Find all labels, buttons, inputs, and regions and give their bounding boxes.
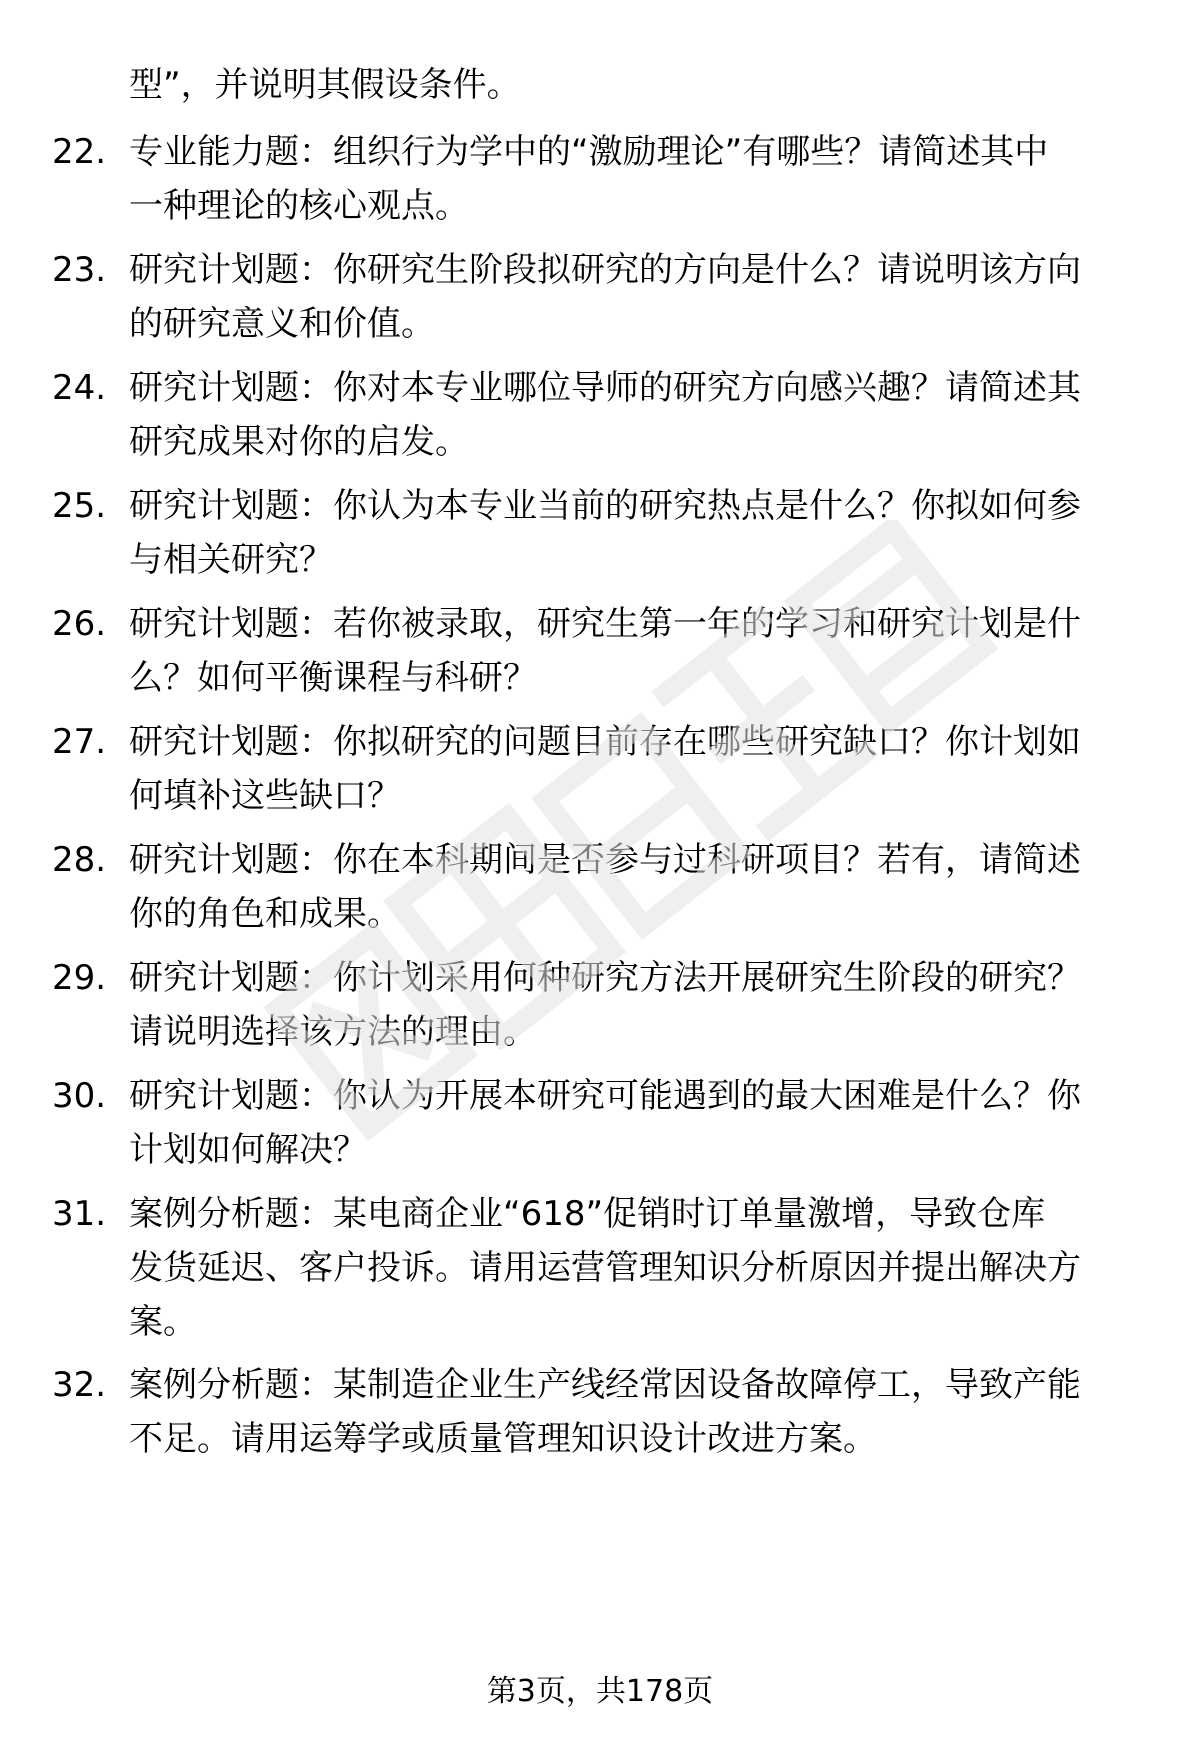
- question-line: 研究计划题：你认为本专业当前的研究热点是什么？你拟如何参: [129, 486, 1081, 526]
- question-line: 发货延迟、客户投诉。请用运营管理知识分析原因并提出解决方: [129, 1248, 1081, 1288]
- question-line: 案例分析题：某电商企业“618”促销时订单量激增，导致仓库: [129, 1194, 1046, 1234]
- question-number: 25.: [52, 486, 107, 526]
- question-text: [129, 951, 1139, 1059]
- question-number: 32.: [52, 1365, 107, 1405]
- question-line: 案。: [129, 1302, 197, 1342]
- question-text: [129, 125, 1139, 233]
- question-number: 29.: [52, 958, 107, 998]
- question-text: [129, 361, 1139, 469]
- question-text: [129, 1187, 1139, 1349]
- question-number: 30.: [52, 1076, 107, 1116]
- question-text: [129, 715, 1139, 823]
- question-line: 与相关研究？: [129, 540, 333, 580]
- question-line: 请说明选择该方法的理由。: [129, 1012, 537, 1052]
- question-number: 22.: [52, 132, 107, 172]
- question-line: 何填补这些缺口？: [129, 776, 401, 816]
- question-line: 研究计划题：若你被录取，研究生第一年的学习和研究计划是什: [129, 604, 1081, 644]
- question-number: 24.: [52, 368, 107, 408]
- question-line: 研究计划题：你计划采用何种研究方法开展研究生阶段的研究？: [129, 958, 1081, 998]
- continued-question-text: 型”，并说明其假设条件。: [129, 65, 521, 105]
- question-line: 研究计划题：你对本专业哪位导师的研究方向感兴趣？请简述其: [129, 368, 1081, 408]
- question-line: 不足。请用运筹学或质量管理知识设计改进方案。: [129, 1419, 877, 1459]
- question-text: [129, 1358, 1139, 1466]
- question-text: [129, 1069, 1139, 1177]
- page-footer: 第3页，共178页: [486, 1674, 714, 1709]
- question-number: 31.: [52, 1194, 107, 1234]
- question-line: 计划如何解决？: [129, 1130, 367, 1170]
- question-number: 28.: [52, 840, 107, 880]
- question-line: 研究成果对你的启发。: [129, 422, 469, 462]
- question-line: 的研究意义和价值。: [129, 304, 435, 344]
- question-line: 你的角色和成果。: [129, 894, 401, 934]
- question-line: 研究计划题：你拟研究的问题目前存在哪些研究缺口？你计划如: [129, 722, 1081, 762]
- question-line: 研究计划题：你研究生阶段拟研究的方向是什么？请说明该方向: [129, 250, 1081, 290]
- question-text: [129, 597, 1139, 705]
- question-line: 研究计划题：你认为开展本研究可能遇到的最大困难是什么？你: [129, 1076, 1081, 1116]
- question-number: 23.: [52, 250, 107, 290]
- question-line: 案例分析题：某制造企业生产线经常因设备故障停工，导致产能: [129, 1365, 1081, 1405]
- question-line: 一种理论的核心观点。: [129, 186, 469, 226]
- question-text: [129, 479, 1139, 587]
- question-line: 研究计划题：你在本科期间是否参与过科研项目？若有，请简述: [129, 840, 1081, 880]
- question-text: [129, 243, 1139, 351]
- question-text: [129, 833, 1139, 941]
- question-number: 27.: [52, 722, 107, 762]
- question-line: 么？如何平衡课程与科研？: [129, 658, 537, 698]
- question-line: 专业能力题：组织行为学中的“激励理论”有哪些？请简述其中: [129, 132, 1049, 172]
- question-number: 26.: [52, 604, 107, 644]
